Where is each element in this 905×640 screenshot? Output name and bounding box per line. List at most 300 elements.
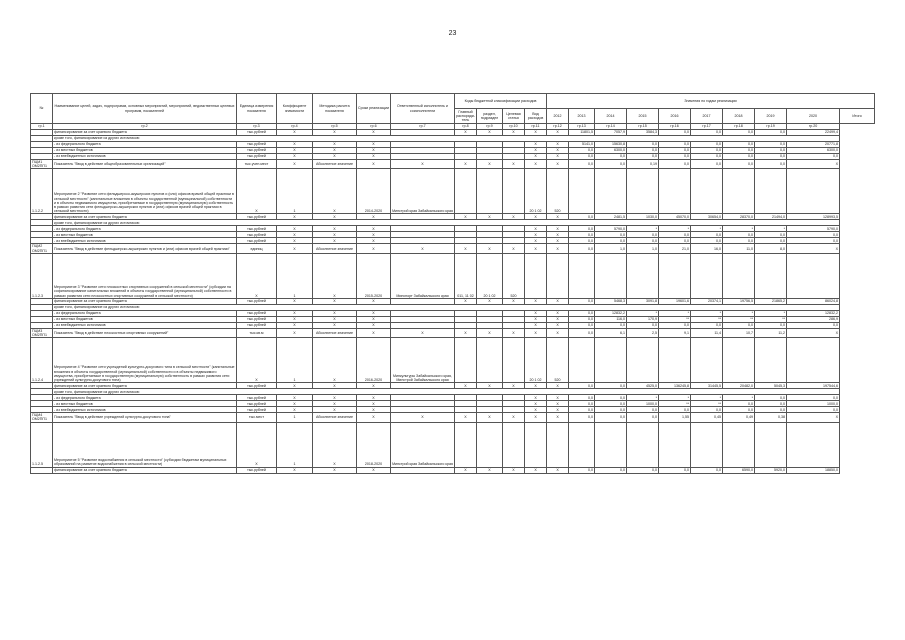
value-cell: 0,0 <box>723 148 755 154</box>
table-cell: 2018-2020 <box>357 422 391 467</box>
value-cell: 0,0 <box>723 142 755 148</box>
value-cell <box>569 253 595 298</box>
value-cell <box>595 253 627 298</box>
value-cell: 45070,0 <box>659 214 691 220</box>
row-name-cell: Показатель "Ввод в действие учреждений культурно-досугового типа" <box>53 413 237 422</box>
table-cell: X <box>237 253 277 298</box>
table-cell: X <box>525 142 547 148</box>
table-cell: X <box>357 298 391 304</box>
table-cell: X <box>357 130 391 136</box>
table-cell: Абсолютное значение <box>313 328 357 337</box>
column-index-cell: гр.5 <box>313 124 357 130</box>
row-name-cell: - из местных бюджетов <box>53 401 237 407</box>
table-cell: X <box>313 154 357 160</box>
value-cell: 6300,0 <box>595 148 627 154</box>
row-number-cell: 1.1.2.5 <box>31 422 53 467</box>
table-cell: X <box>547 226 569 232</box>
value-cell: 0,0 <box>569 395 595 401</box>
value-cell: 0,38 <box>755 413 787 422</box>
column-index-cell: гр.12 <box>547 124 569 130</box>
value-cell: 0,0 <box>723 232 755 238</box>
table-cell: X <box>313 226 357 232</box>
table-cell: X <box>477 244 503 253</box>
value-cell: 16,0 <box>691 244 723 253</box>
row-name-cell: - из федерального бюджета <box>53 310 237 316</box>
value-cell: 0,0 <box>595 413 627 422</box>
table-cell: X <box>357 328 391 337</box>
table-cell: 011, 11 02 <box>455 253 477 298</box>
value-cell: 5468,3 <box>595 298 627 304</box>
table-cell: X <box>525 383 547 389</box>
table-cell: тыс.мест <box>237 413 277 422</box>
table-cell: X <box>277 298 313 304</box>
column-index-cell: гр.15 <box>627 124 659 130</box>
row-name-cell: финансирование за счет краевого бюджета <box>53 130 237 136</box>
table-cell: X <box>357 316 391 322</box>
value-cell: 4525,0 <box>627 383 659 389</box>
measure-row <box>31 253 875 298</box>
value-cell: * <box>755 310 787 316</box>
value-cell: * <box>723 310 755 316</box>
value-cell: 0,0 <box>691 142 723 148</box>
value-cell: 0,19 <box>627 160 659 169</box>
value-cell <box>723 422 755 467</box>
table-cell: X <box>547 130 569 136</box>
table-cell: X <box>525 130 547 136</box>
value-cell <box>627 338 659 383</box>
table-cell: X <box>455 298 477 304</box>
value-cell <box>787 169 840 214</box>
table-cell: X <box>477 467 503 473</box>
table-cell: тыс.рублей <box>237 316 277 322</box>
value-cell: 0,0 <box>659 238 691 244</box>
row-name-cell: Мероприятие 4 "Развитие сети учреждений культурно-досугового типа в сельской местности" (капитальные вложения в объекты государственной (муниципальной) собственности и в объекты недвижимого имущества, приобретаемые в государственную (муниципальную) собственность в рамках развития сети учреждений культурно-досугового типа) <box>53 338 237 383</box>
table-cell: X <box>547 395 569 401</box>
value-cell: 19756,5 <box>723 298 755 304</box>
value-cell: 6300,0 <box>787 148 840 154</box>
table-cell: тыс.рублей <box>237 322 277 328</box>
table-cell: X <box>357 142 391 148</box>
row-name-cell: финансирование за счет краевого бюджета <box>53 214 237 220</box>
table-cell: X <box>525 154 547 160</box>
header-terms: Сроки реализации <box>357 94 391 124</box>
table-cell: X <box>357 160 391 169</box>
column-index-cell: гр.8 <box>455 124 477 130</box>
value-cell: 9,1 <box>659 328 691 337</box>
table-cell: X <box>313 232 357 238</box>
table-cell: X <box>313 310 357 316</box>
value-cell: 6590,0 <box>723 467 755 473</box>
table-cell: X <box>547 154 569 160</box>
table-cell: 1 <box>277 169 313 214</box>
table-cell: X <box>313 316 357 322</box>
value-cell <box>787 422 840 467</box>
table-cell: X <box>547 214 569 220</box>
value-cell: 1030,0 <box>627 214 659 220</box>
value-cell: 3584,3 <box>627 130 659 136</box>
table-cell: X <box>547 401 569 407</box>
value-cell: 0,0 <box>755 154 787 160</box>
header-no: № <box>31 94 53 124</box>
table-body <box>31 124 875 474</box>
table-cell: X <box>547 413 569 422</box>
header-executor: Ответственный исполнитель и соисполнители <box>391 94 455 124</box>
column-index-cell: гр.20 <box>787 124 840 130</box>
table-cell: X <box>357 154 391 160</box>
value-cell: 0,0 <box>627 413 659 422</box>
value-cell: 0,0 <box>595 383 627 389</box>
section-note-cell: кроме того, финансирование из других источников: <box>53 389 840 395</box>
row-number-cell: ПЦМ2 ОМ2ПП1 <box>31 244 53 253</box>
table-cell: X <box>455 383 477 389</box>
table-cell: X <box>277 310 313 316</box>
value-cell: 1000,0 <box>787 401 840 407</box>
header-method: Методика расчета показателя <box>313 94 357 124</box>
table-cell: X <box>313 238 357 244</box>
table-cell: 520 <box>547 169 569 214</box>
value-cell: X <box>787 413 840 422</box>
value-cell: * <box>755 226 787 232</box>
row-name-cell: - из местных бюджетов <box>53 232 237 238</box>
table-row <box>31 244 875 253</box>
table-cell: X <box>477 383 503 389</box>
row-name-cell: Мероприятие 2 "Развитие сети фельдшерско-акушерских пунктов и (или) офисов врачей общей практики в сельской местности" (капитальные вложения в объекты государственной (муниципальной) собственности и в объекты недвижимого имущества, приобретаемые в государственную (муниципальную) собственность в рамках развития сети фельдшерско-акушерских пунктов и (или) офисов врачей общей практики в сельской местности) <box>53 169 237 214</box>
table-cell: X <box>357 407 391 413</box>
table-cell: Минкультуры Забайкальского края, Минстрой Забайкальского края <box>391 338 455 383</box>
table-cell: X <box>477 214 503 220</box>
value-cell: 0,0 <box>595 238 627 244</box>
value-cell <box>691 338 723 383</box>
table-cell: X <box>313 142 357 148</box>
row-number-cell <box>31 467 53 473</box>
value-cell: 0,0 <box>627 407 659 413</box>
column-index-cell: гр.17 <box>691 124 723 130</box>
value-cell: 0,0 <box>569 316 595 322</box>
value-cell: 0,0 <box>755 142 787 148</box>
table-cell: X <box>455 130 477 136</box>
value-cell: ** <box>659 401 691 407</box>
value-cell: 5920,0 <box>755 467 787 473</box>
table-cell: X <box>547 407 569 413</box>
table-cell: 20 1 02 <box>525 338 547 383</box>
table-cell: X <box>277 238 313 244</box>
value-cell: 1,0 <box>627 244 659 253</box>
value-cell: ** <box>691 316 723 322</box>
value-cell: 0,0 <box>569 401 595 407</box>
table-cell: X <box>277 328 313 337</box>
value-cell: 0,0 <box>595 401 627 407</box>
value-cell: 0,0 <box>755 148 787 154</box>
value-cell: 0,0 <box>659 467 691 473</box>
table-cell <box>503 422 525 467</box>
header-code-gl: Главный распоряди-тель <box>456 109 475 123</box>
value-cell: 2,5 <box>627 328 659 337</box>
row-name-cell: Показатель "Ввод в действие плоскостных спортивных сооружений" <box>53 328 237 337</box>
table-cell: X <box>525 160 547 169</box>
table-cell: X <box>313 338 357 383</box>
measure-row <box>31 169 875 214</box>
table-cell: тыс.рублей <box>237 298 277 304</box>
row-number-cell: 1.1.2.4 <box>31 338 53 383</box>
value-cell: 1,0 <box>595 244 627 253</box>
value-cell: 0,0 <box>723 322 755 328</box>
header-year: 2012 <box>547 109 569 124</box>
value-cell: 0,0 <box>569 383 595 389</box>
table-cell <box>503 338 525 383</box>
header-name: Наименование целей, задач, подпрограмм, основных мероприятий, мероприятий, ведомственных целевых программ, показателей <box>53 94 237 124</box>
value-cell <box>595 338 627 383</box>
table-cell: X <box>277 395 313 401</box>
value-cell: 0,0 <box>627 232 659 238</box>
value-cell: 15630,8 <box>595 142 627 148</box>
value-cell: 30654,0 <box>691 214 723 220</box>
table-cell <box>503 169 525 214</box>
value-cell: 0,0 <box>691 160 723 169</box>
value-cell <box>659 169 691 214</box>
value-cell: 21865,2 <box>755 298 787 304</box>
table-cell <box>525 422 547 467</box>
row-number-cell: ПЦМ3 ОМ2ПП1 <box>31 328 53 337</box>
table-cell: X <box>357 401 391 407</box>
value-cell: 0,0 <box>691 130 723 136</box>
table-cell: X <box>237 169 277 214</box>
header-values-group: Значения по годам реализации <box>547 94 875 109</box>
table-cell: тыс.рублей <box>237 395 277 401</box>
value-cell: 0,0 <box>659 407 691 413</box>
budget-table <box>30 93 875 474</box>
table-cell: X <box>277 142 313 148</box>
row-name-cell: Показатель "Ввод в действие общеобразовательных организаций" <box>53 160 237 169</box>
table-cell: X <box>277 214 313 220</box>
page-number: 23 <box>448 30 457 37</box>
value-cell: 0,0 <box>787 407 840 413</box>
table-cell: 2014-2020 <box>357 169 391 214</box>
value-cell: 0,0 <box>569 413 595 422</box>
table-cell <box>455 422 477 467</box>
value-cell: 11,2 <box>755 328 787 337</box>
table-cell: X <box>477 328 503 337</box>
table-cell: тыс.рублей <box>237 130 277 136</box>
table-cell: X <box>313 130 357 136</box>
table-cell: X <box>391 160 455 169</box>
table-cell: X <box>313 253 357 298</box>
table-cell: X <box>503 244 525 253</box>
table-cell: 1 <box>277 413 313 422</box>
row-number-cell: 1.1.2.3 <box>31 253 53 298</box>
value-cell <box>659 253 691 298</box>
value-cell: 5045,3 <box>755 383 787 389</box>
table-cell: X <box>503 383 525 389</box>
table-cell: X <box>277 154 313 160</box>
row-name-cell: - из федерального бюджета <box>53 395 237 401</box>
value-cell: 0,0 <box>595 467 627 473</box>
table-cell: X <box>503 160 525 169</box>
header-year: Итого <box>840 109 875 124</box>
table-cell: X <box>455 214 477 220</box>
value-cell: 11,4 <box>691 328 723 337</box>
value-cell: 21494,0 <box>755 214 787 220</box>
value-cell: 0,0 <box>691 407 723 413</box>
value-cell: 0,0 <box>755 322 787 328</box>
value-cell: 28370,0 <box>723 214 755 220</box>
header-year: 2018 <box>723 109 755 124</box>
table-cell: X <box>525 238 547 244</box>
value-cell: 0,0 <box>569 244 595 253</box>
value-cell: * <box>691 310 723 316</box>
value-cell <box>569 422 595 467</box>
value-cell: 20482,0 <box>723 383 755 389</box>
value-cell: 0,0 <box>691 467 723 473</box>
column-index-cell: гр.3 <box>237 124 277 130</box>
table-cell: X <box>525 413 547 422</box>
value-cell: 3091,8 <box>627 298 659 304</box>
value-cell: ** <box>723 316 755 322</box>
value-cell: 0,0 <box>595 322 627 328</box>
row-name-cell: финансирование за счет краевого бюджета <box>53 383 237 389</box>
table-cell <box>477 422 503 467</box>
table-cell: X <box>503 328 525 337</box>
value-cell: * <box>723 395 755 401</box>
value-cell: 0,0 <box>755 401 787 407</box>
table-cell: тыс.рублей <box>237 154 277 160</box>
header-unit: Единица измерения показателя <box>237 94 277 124</box>
value-cell <box>595 169 627 214</box>
table-cell: 520 <box>547 338 569 383</box>
value-cell <box>755 422 787 467</box>
table-cell: 2016-2020 <box>357 338 391 383</box>
value-cell: 0,0 <box>755 407 787 413</box>
table-cell: X <box>525 407 547 413</box>
value-cell: 0,0 <box>569 232 595 238</box>
table-cell: X <box>357 232 391 238</box>
value-cell: 0,0 <box>723 160 755 169</box>
value-cell: 2481,5 <box>595 214 627 220</box>
table-cell: X <box>547 467 569 473</box>
table-cell <box>525 253 547 298</box>
value-cell: 0,0 <box>569 214 595 220</box>
table-cell: X <box>277 226 313 232</box>
header-year: 2017 <box>691 109 723 124</box>
header-year: 2014 <box>595 109 627 124</box>
value-cell: ** <box>691 401 723 407</box>
table-cell: X <box>313 395 357 401</box>
value-cell: 11,0 <box>723 244 755 253</box>
table-cell: X <box>313 322 357 328</box>
table-cell: тыс.рублей <box>237 407 277 413</box>
value-cell <box>787 338 840 383</box>
value-cell: 0,0 <box>787 232 840 238</box>
table-cell: X <box>477 413 503 422</box>
value-cell: * <box>659 310 691 316</box>
table-cell: X <box>313 407 357 413</box>
table-cell: 1 <box>277 338 313 383</box>
value-cell: X <box>787 160 840 169</box>
row-name-cell: Мероприятие 5 "Развитие водоснабжения в сельской местности" (субсидии бюджетам муниципальных образований на развитие водоснабжения в сельской местности) <box>53 422 237 467</box>
table-cell: X <box>277 467 313 473</box>
column-index-cell: гр.13 <box>569 124 595 130</box>
table-cell: X <box>277 383 313 389</box>
row-name-cell: - из федерального бюджета <box>53 142 237 148</box>
value-cell: 0,0 <box>723 238 755 244</box>
column-index-cell: гр.14 <box>595 124 627 130</box>
column-index-cell: гр.16 <box>659 124 691 130</box>
value-cell: ** <box>659 316 691 322</box>
value-cell: 0,0 <box>569 154 595 160</box>
table-cell: X <box>503 413 525 422</box>
table-cell: X <box>357 214 391 220</box>
row-name-cell: - из внебюджетных источников <box>53 154 237 160</box>
value-cell: X <box>787 244 840 253</box>
value-cell: 0,0 <box>723 130 755 136</box>
table-cell: X <box>503 130 525 136</box>
value-cell: 0,0 <box>787 154 840 160</box>
header-year: 2019 <box>755 109 787 124</box>
value-cell: 0,0 <box>755 395 787 401</box>
value-cell <box>569 338 595 383</box>
table-cell: тыс.рублей <box>237 383 277 389</box>
value-cell <box>787 253 840 298</box>
column-index-cell: гр.11 <box>525 124 547 130</box>
table-cell: X <box>503 467 525 473</box>
value-cell: 0,0 <box>569 467 595 473</box>
table-cell: X <box>277 244 313 253</box>
table-cell <box>547 253 569 298</box>
table-cell: 1 <box>277 253 313 298</box>
section-note-cell: кроме того, финансирование из других источников: <box>53 304 840 310</box>
value-cell: 0,0 <box>627 154 659 160</box>
header-row-1 <box>31 94 875 109</box>
table-cell: X <box>547 142 569 148</box>
table-cell: X <box>313 298 357 304</box>
table-cell: X <box>547 232 569 238</box>
table-cell: тыс.кв.м <box>237 328 277 337</box>
table-cell: X <box>525 148 547 154</box>
value-cell <box>659 338 691 383</box>
column-index-cell: гр.7 <box>391 124 455 130</box>
value-cell: 0,0 <box>595 154 627 160</box>
value-cell: 31445,5 <box>691 383 723 389</box>
value-cell: 0,0 <box>569 298 595 304</box>
table-cell: X <box>455 413 477 422</box>
value-cell: 197544,6 <box>787 383 840 389</box>
table-cell: X <box>455 160 477 169</box>
row-name-cell: финансирование за счет краевого бюджета <box>53 467 237 473</box>
value-cell: 11801,5 <box>569 130 595 136</box>
table-cell: X <box>525 401 547 407</box>
table-cell: Абсолютное значение <box>313 413 357 422</box>
value-cell: 0,0 <box>723 154 755 160</box>
value-cell: 22499,4 <box>787 130 840 136</box>
value-cell: 0,0 <box>659 232 691 238</box>
table-cell: тыс.рублей <box>237 226 277 232</box>
table-cell: X <box>525 214 547 220</box>
value-cell: 6,1 <box>595 328 627 337</box>
table-cell: X <box>357 310 391 316</box>
value-cell: 0,0 <box>627 467 659 473</box>
table-cell: X <box>277 316 313 322</box>
value-cell: 170,9 <box>627 316 659 322</box>
value-cell: 19601,6 <box>659 298 691 304</box>
header-code-cs: Целевая статья <box>503 109 525 124</box>
table-cell: X <box>547 160 569 169</box>
value-cell: 7057,9 <box>595 130 627 136</box>
table-cell: тыс.рублей <box>237 232 277 238</box>
value-cell: * <box>659 226 691 232</box>
value-cell <box>723 169 755 214</box>
value-cell: * <box>627 310 659 316</box>
table-cell <box>391 467 455 473</box>
table-cell: X <box>237 338 277 383</box>
